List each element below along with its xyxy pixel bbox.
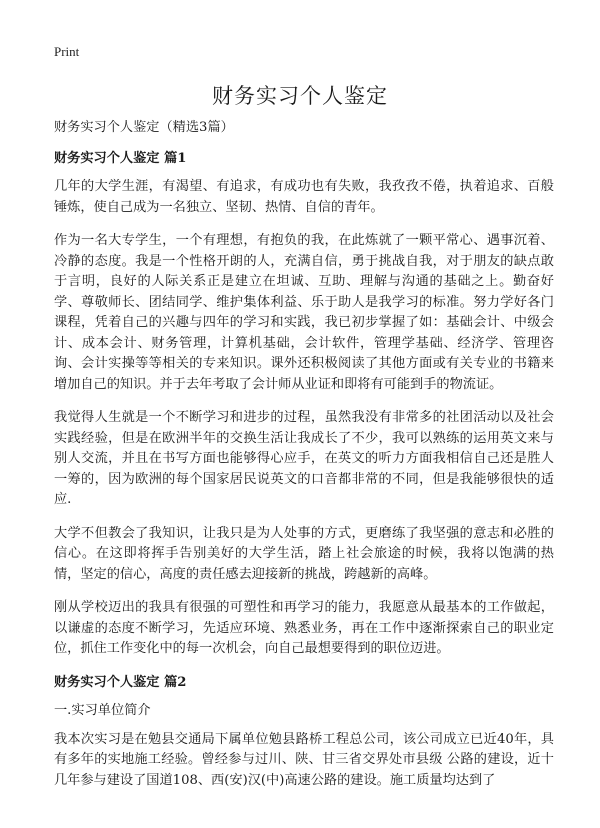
section-2 xyxy=(54,673,554,792)
paragraph: 作为一名大专学生，一个有理想，有抱负的我，在此炼就了一颗平常心、遇事沉着、冷静的态度。我是一个性格开朗的人，充满自信，勇于挑战自我，对于朋友的缺点敢于言明，良好的人际关系正是建立在坦诚、互助、理解与沟通的基础之上。勤奋好学、尊敬师长、团结同学、维护集体利益、乐于助人是我学习的标准。努力学好各门课程，凭着自己的兴趣与四年的学习和实践，我已初步掌握了如：基础会计、中级会计、成本会计、财务管理，计算机基础，会计软件，管理学基础、经济学、管理咨询、会计实操等等相关的专来知识。课外还积极阅读了其他方面或有关专业的书籍来增加自己的知识。并于去年考取了会计师从业证和即将有可能到手的物流证。 xyxy=(54,233,554,392)
document-title: 财务实习个人鉴定 xyxy=(212,84,388,108)
document-subtitle: 财务实习个人鉴定（精选3篇） xyxy=(54,120,234,135)
paragraph: 我本次实习是在勉县交通局下属单位勉县路桥工程总公司，该公司成立已近40年，具有多年的实地施工经验。曾经参与过川、陕、甘三省交界处市县级 公路的建设，近十几年参与建设了国道108、西(安)汉(中)高速公路的建设。施工质量均达到了 xyxy=(54,731,554,788)
subsection-label: 一.实习单位简介 xyxy=(54,703,151,718)
paragraph: 几年的大学生涯，有渴望、有追求，有成功也有失败，我孜孜不倦，执着追求、百般锤炼，使自己成为一名独立、坚韧、热情、自信的青年。 xyxy=(54,179,554,215)
section-1 xyxy=(54,149,554,660)
section-heading: 财务实习个人鉴定 篇2 xyxy=(54,674,187,690)
paragraph: 大学不但教会了我知识，让我只是为人处事的方式，更磨练了我坚强的意志和必胜的信心。在这即将挥手告别美好的大学生活，踏上社会旅途的时候，我将以饱满的热情，坚定的信心，高度的责任感去迎接新的挑战，跨越新的高峰。 xyxy=(54,525,554,582)
document-body xyxy=(54,118,554,804)
paragraph: 我觉得人生就是一个不断学习和进步的过程，虽然我没有非常多的社团活动以及社会实践经验，但是在欧洲半年的交换生活让我成长了不少，我可以熟练的运用英文来与别人交流，并且在书写方面也能够得心应手，在英文的听力方面我相信自己还是胜人一筹的，因为欧洲的每个国家居民说英文的口音都非常的不同，但是我能够很快的适应. xyxy=(54,410,554,507)
section-heading: 财务实习个人鉴定 篇1 xyxy=(54,150,187,166)
paragraph: 刚从学校迈出的我具有很强的可塑性和再学习的能力，我愿意从最基本的工作做起，以谦虚的态度不断学习，先适应环境、熟悉业务，再在工作中逐渐探索自己的职业定位，抓住工作变化中的每一次机会，向自己最想要得到的职位迈进。 xyxy=(54,600,554,656)
print-link[interactable]: Print xyxy=(54,44,80,59)
